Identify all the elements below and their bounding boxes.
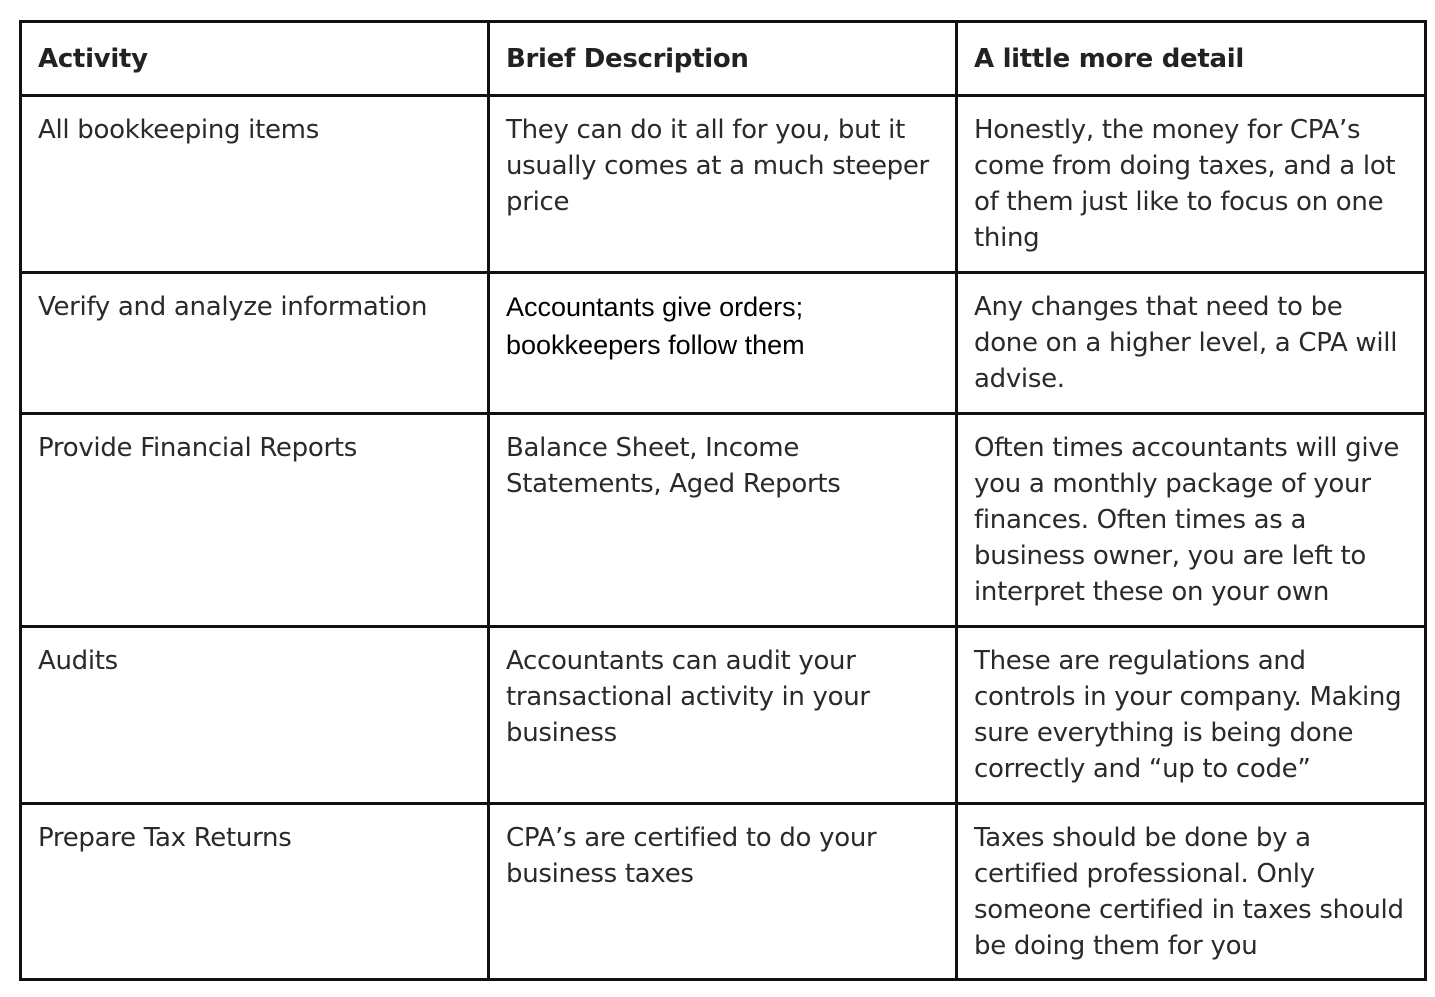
cell-activity: Audits (21, 627, 489, 804)
cell-brief-description: CPA’s are certified to do your business taxes (489, 804, 957, 980)
header-activity: Activity (21, 22, 489, 96)
cell-activity: Prepare Tax Returns (21, 804, 489, 980)
table-row (21, 627, 1426, 804)
cell-more-detail: Often times accountants will give you a monthly package of your finances. Often times as a business owner, you are left to interpret these on your own (957, 414, 1426, 627)
cell-brief-description: They can do it all for you, but it usually comes at a much steeper price (489, 96, 957, 273)
header-more-detail: A little more detail (957, 22, 1426, 96)
comparison-table (19, 20, 1427, 981)
cell-brief-description: Accountants give orders; bookkeepers follow them (489, 273, 957, 414)
table-row (21, 273, 1426, 414)
table-row (21, 804, 1426, 980)
cell-more-detail: Any changes that need to be done on a higher level, a CPA will advise. (957, 273, 1426, 414)
cell-brief-description: Accountants can audit your transactional activity in your business (489, 627, 957, 804)
cell-activity: Verify and analyze information (21, 273, 489, 414)
cell-brief-description: Balance Sheet, Income Statements, Aged Reports (489, 414, 957, 627)
table-header-row (21, 22, 1426, 96)
cell-activity: Provide Financial Reports (21, 414, 489, 627)
table-row (21, 414, 1426, 627)
table-row (21, 96, 1426, 273)
cell-more-detail: Honestly, the money for CPA’s come from doing taxes, and a lot of them just like to focus on one thing (957, 96, 1426, 273)
cell-more-detail: These are regulations and controls in your company. Making sure everything is being done correctly and “up to code” (957, 627, 1426, 804)
cell-activity: All bookkeeping items (21, 96, 489, 273)
cell-more-detail: Taxes should be done by a certified professional. Only someone certified in taxes should be doing them for you (957, 804, 1426, 980)
header-brief-description: Brief Description (489, 22, 957, 96)
